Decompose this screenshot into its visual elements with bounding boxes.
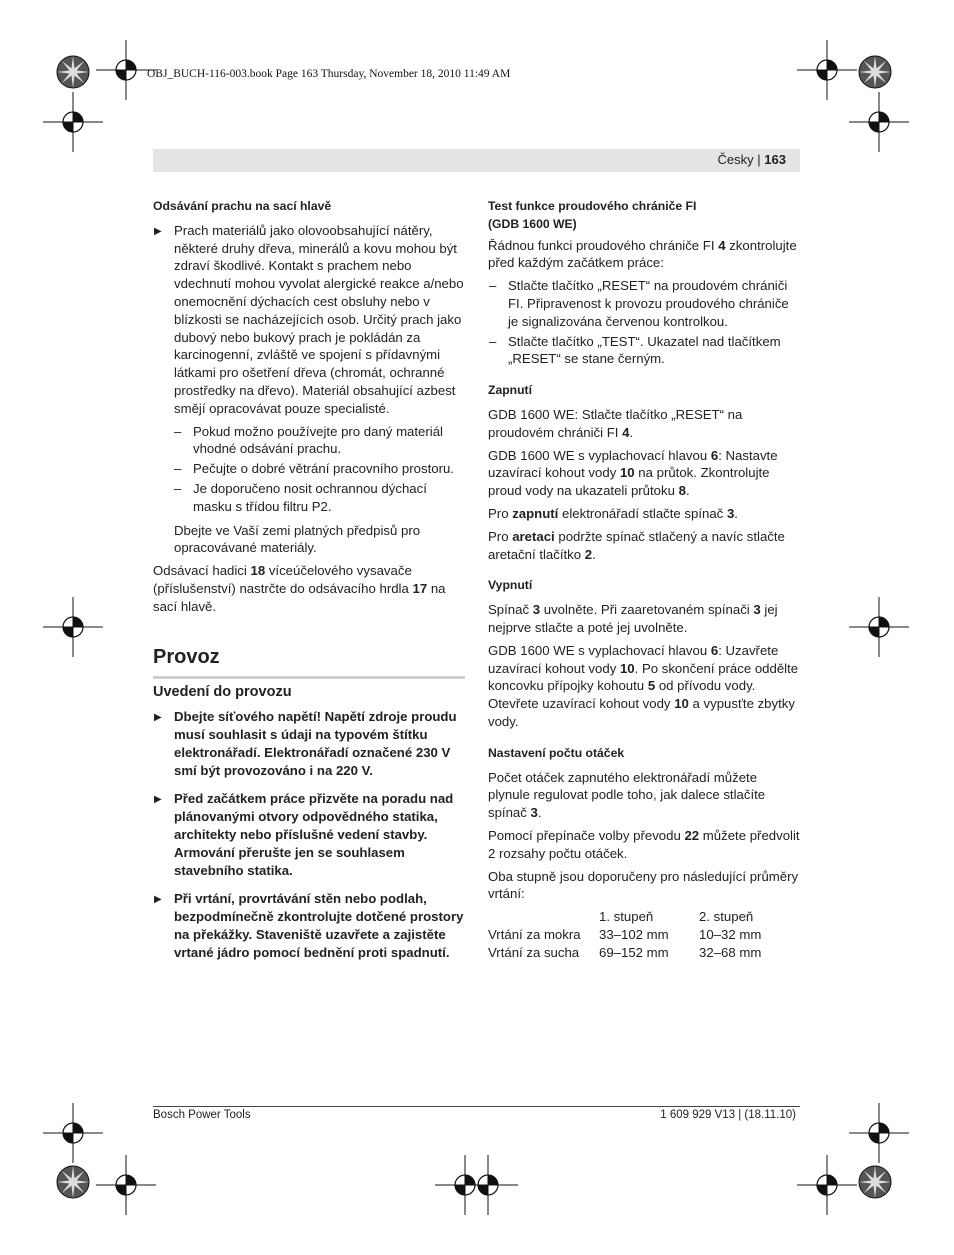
text-run: Řádnou funkci proudového chrániče FI: [488, 237, 719, 253]
text-run: Pomocí přepínače volby převodu: [488, 827, 685, 843]
startup-heading: Uvedení do provozu: [153, 684, 292, 701]
dash-marker: –: [174, 461, 182, 477]
crosshair-mark-mid-right: [849, 597, 909, 657]
text-run: GDB 1600 WE s vyplachovací hlavou: [488, 642, 711, 658]
text-run: .: [685, 483, 690, 499]
part-number: 3: [530, 805, 538, 821]
table-row: [488, 944, 761, 962]
dust-extraction-heading: Odsávání prachu na sací hlavě: [153, 199, 332, 213]
crosshair-mark-mid-left: [43, 597, 103, 657]
star-target-top-right: [858, 55, 892, 89]
text-run: .: [734, 505, 738, 521]
table-header-cell: 2. stupeň: [699, 909, 754, 925]
part-number: 6: [710, 642, 719, 658]
part-number: 2: [584, 546, 593, 562]
dust-warning-text: Prach materiálů jako olovoobsahující nátěry, některé druhy dřeva, minerálů a kovu mohou být zdraví škodlivé. Kontakt s prachem nebo vdechnutí mohou vyvolat alergické reakce a/nebo onemocnění dýchacích cest obsluhy nebo v blízkosti se nacházejících osob. Určitý prach jako dubový nebo bukový prach je pokládán za karcinogenní, zvláště ve spojení s přídavnými látkami pro ošetření dřeva (chromát, ochranné prostředky na dřevo). Materiál obsahující azbest smějí opracovávat pouze specialisté.: [174, 222, 464, 416]
part-number: 3: [753, 602, 761, 618]
text-run: GDB 1600 WE s vyplachovací hlavou: [488, 447, 711, 463]
print-slug: OBJ_BUCH-116-003.book Page 163 Thursday, November 18, 2010 11:49 AM: [147, 68, 511, 80]
rcd-test-step: [488, 277, 800, 330]
crosshair-mark-upper-left: [43, 92, 103, 152]
part-number: 3: [532, 602, 541, 618]
rcd-test-heading-line: (GDB 1600 WE): [488, 216, 577, 231]
text-run: a vypusťte zbytky vody.: [488, 696, 795, 729]
star-target-bottom-left: [56, 1165, 90, 1199]
startup-bullet-text: Dbejte síťového napětí! Napětí zdroje proudu musí souhlasit s údaji na typovém štítku elektronářadí. Elektronářadí označené 230 V smí být provozováno i na 220 V.: [174, 709, 457, 778]
part-number: 10: [619, 465, 635, 481]
text-run: Spínač: [488, 602, 533, 618]
table-cell: 32–68 mm: [699, 944, 762, 960]
table-header-cell: 1. stupeň: [599, 909, 654, 925]
dust-dash-text: Pokud možno používejte pro daný materiál vhodné odsávání prachu.: [193, 423, 443, 457]
crosshair-mark-lower-right: [849, 1103, 909, 1163]
speed-paragraph: [488, 827, 800, 863]
dust-dash-text: Je doporučeno nosit ochrannou dýchací masku s třídou filtru P2.: [193, 480, 427, 514]
part-number: 17: [412, 580, 428, 596]
left-column: [153, 198, 465, 972]
running-header: [153, 149, 800, 172]
part-number: 10: [674, 696, 689, 712]
text-run: .: [629, 424, 634, 440]
table-cell: 10–32 mm: [699, 926, 762, 942]
dash-marker: –: [489, 333, 497, 349]
part-number: 5: [647, 678, 656, 694]
table-cell: 69–152 mm: [599, 944, 669, 960]
table-cell: Vrtání za mokra: [488, 926, 581, 942]
speed-setting-heading: Nastavení počtu otáček: [488, 745, 625, 760]
switch-on-heading: Zapnutí: [488, 383, 533, 398]
text-run: jej nejprve stlačte a poté jej uvolněte.: [488, 602, 778, 635]
table-cell: Vrtání za sucha: [488, 944, 580, 960]
text-run: Odsávací hadici: [153, 563, 251, 579]
switch-off-heading: Vypnutí: [488, 578, 533, 593]
emphasis: zapnutí: [512, 505, 559, 521]
footer-rule: [153, 1106, 800, 1107]
part-number: 22: [684, 827, 700, 843]
text-run: : Uzavřete uzavírací kohout vody: [488, 642, 779, 676]
part-number: 6: [710, 447, 719, 463]
switch-on-paragraph: [488, 447, 800, 500]
text-run: můžete předvolit 2 rozsahy počtu otáček.: [488, 827, 800, 861]
text-run: Pro: [488, 505, 513, 521]
speed-paragraph: Oba stupně jsou doporučeny pro následující průměry vrtání:: [488, 868, 799, 902]
drill-diameter-table: [488, 908, 761, 961]
switch-on-paragraph: [488, 528, 800, 564]
text-run: na průtok. Zkontrolujte proud vody na ukazateli průtoku: [488, 465, 770, 499]
bullet-arrow-icon: ▶: [154, 794, 162, 806]
text-run: víceúčelového vysavače (příslušenství) nastrčte do odsávacího hrdla: [153, 563, 413, 596]
dust-regulation-note: Dbejte ve Vaší zemi platných předpisů pro opracovávané materiály.: [174, 522, 421, 556]
rcd-test-step-text: Stlačte tlačítko „RESET“ na proudovém chrániči FI. Připravenost k provozu proudového chrániče je signalizována červenou kontrolkou.: [508, 278, 789, 329]
part-number: 18: [250, 563, 266, 579]
crosshair-mark-lower-left: [43, 1103, 103, 1163]
switch-on-paragraph: [488, 406, 800, 442]
startup-bullet: [153, 790, 465, 879]
text-run: Počet otáček zapnutého elektronářadí můžete plynule regulovat podle toho, jak dalece stlačíte spínač: [488, 769, 766, 821]
dust-dash-item: [153, 423, 465, 459]
text-run: podržte spínač stlačený a navíc stlačte aretační tlačítko: [488, 528, 785, 562]
text-run: na sací hlavě.: [153, 580, 446, 614]
right-column: [488, 198, 800, 961]
star-target-top-left: [56, 55, 90, 89]
part-number: 8: [678, 483, 686, 499]
startup-bullet: [153, 890, 465, 961]
crosshair-mark-bottom-right: [797, 1155, 857, 1215]
bullet-arrow-icon: ▶: [154, 894, 162, 906]
part-number: 4: [718, 237, 726, 253]
crosshair-mark-upper-right: [849, 92, 909, 152]
dash-marker: –: [174, 423, 182, 439]
rcd-test-step-text: Stlačte tlačítko „TEST“. Ukazatel nad tlačítkem „RESET“ se stane černým.: [508, 333, 781, 367]
switch-off-paragraph: [488, 601, 800, 637]
section-rule: [153, 676, 465, 679]
footer-brand: Bosch Power Tools: [153, 1109, 251, 1121]
dash-marker: –: [174, 480, 182, 496]
operation-heading: Provoz: [153, 645, 220, 668]
dust-dash-text: Pečujte o dobré větrání pracovního prostoru.: [193, 461, 454, 477]
header-text: [718, 152, 786, 167]
text-run: GDB 1600 WE: Stlačte tlačítko „RESET“ na proudovém chrániči FI: [488, 406, 743, 440]
dust-dash-item: [153, 460, 465, 478]
text-run: Pro: [488, 528, 513, 544]
bullet-arrow-icon: ▶: [154, 225, 162, 237]
speed-paragraph: [488, 769, 800, 822]
text-run: .: [592, 546, 596, 562]
header-language: Česky: [717, 152, 754, 167]
text-run: zkontrolujte před každým začátkem práce:: [488, 237, 797, 271]
text-run: . Po skončení práce oddělte koncovku přípojky kohoutu: [488, 660, 799, 694]
text-run: .: [537, 805, 542, 821]
crosshair-mark-top-right: [797, 40, 857, 100]
text-run: od přívodu vody. Otevřete uzavírací kohout vody: [488, 678, 756, 712]
text-run: uvolněte. Při zaaretovaném spínači: [540, 602, 754, 618]
hose-instruction: [153, 562, 465, 615]
switch-off-paragraph: [488, 642, 800, 731]
table-header-cell: [488, 908, 599, 926]
part-number: 4: [622, 424, 630, 440]
rcd-test-step: [488, 333, 800, 369]
startup-bullet-text: Před začátkem práce přizvěte na poradu nad plánovanými otvory odpovědného statika, architekty nebo příslušné vedení stavby. Armování přerušte jen se souhlasem stavebního statika.: [174, 791, 454, 878]
part-number: 10: [619, 660, 635, 676]
table-header-row: [488, 908, 761, 926]
text-run: : Nastavte uzavírací kohout vody: [488, 447, 778, 481]
crosshair-mark-bottom-center-right: [458, 1155, 518, 1215]
table-cell: 33–102 mm: [599, 926, 669, 942]
page-number: 163: [764, 152, 786, 167]
header-separator: |: [757, 152, 761, 167]
dust-warning-bullet: [153, 222, 465, 418]
rcd-test-heading: [488, 198, 800, 234]
emphasis: aretaci: [512, 528, 555, 544]
star-target-bottom-right: [858, 1165, 892, 1199]
part-number: 3: [726, 505, 735, 521]
startup-bullet: [153, 708, 465, 779]
text-run: elektronářadí stlačte spínač: [558, 505, 727, 521]
table-row: [488, 926, 761, 944]
crosshair-mark-bottom-left: [96, 1155, 156, 1215]
dash-marker: –: [489, 278, 497, 294]
startup-bullet-text: Při vrtání, provrtávání stěn nebo podlah, bezpodmínečně zkontrolujte dotčené prostory na překážky. Staveniště uzavřete a zajistěte vrtané jádro pomocí bednění proti spadnutí.: [174, 891, 464, 960]
footer-doc-number: 1 609 929 V13 | (18.11.10): [660, 1109, 796, 1121]
rcd-test-heading-line: Test funkce proudového chrániče FI: [488, 199, 697, 213]
switch-on-paragraph: [488, 505, 800, 523]
bullet-arrow-icon: ▶: [154, 712, 162, 724]
dust-dash-item: [153, 480, 465, 516]
rcd-test-intro: [488, 237, 800, 273]
